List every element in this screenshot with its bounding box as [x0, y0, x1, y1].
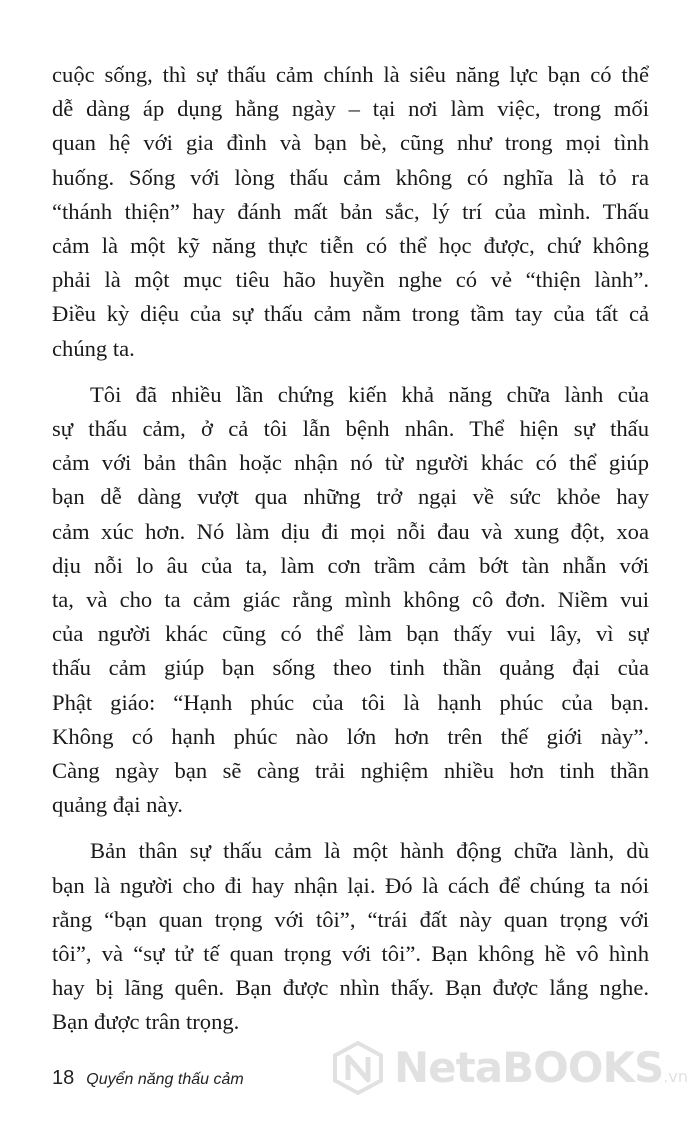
text-line: huống. Sống với lòng thấu cảm không có nghĩa là tỏ ra — [52, 164, 649, 190]
text-line: tôi”, và “sự tử tế quan trọng với tôi”. Bạn không hề vô hình — [52, 941, 649, 967]
text-line: Bạn được trân trọng. — [52, 1009, 240, 1035]
text-line: Không có hạnh phúc nào lớn hơn trên thế giới này”. — [52, 723, 649, 749]
text-line: “thánh thiện” hay đánh mất bản sắc, lý trí của mình. Thấu — [52, 198, 649, 224]
paragraph-1 — [52, 58, 649, 366]
watermark — [330, 1040, 688, 1096]
page-footer — [52, 1067, 244, 1090]
text-line: dễ dàng áp dụng hằng ngày – tại nơi làm việc, trong mối — [52, 96, 649, 122]
paragraph-2 — [52, 378, 649, 823]
text-line: Phật giáo: “Hạnh phúc của tôi là hạnh phúc của bạn. — [52, 689, 649, 715]
watermark-suffix: .vn — [663, 1067, 688, 1086]
text-line: sự thấu cảm, ở cả tôi lẫn bệnh nhân. Thể hiện sự thấu — [52, 416, 649, 442]
text-line: ta, và cho ta cảm giác rằng mình không cô đơn. Niềm vui — [52, 587, 649, 613]
netabooks-logo-icon — [330, 1040, 386, 1096]
text-line: bạn là người cho đi hay nhận lại. Đó là cách để chúng ta nói — [52, 872, 649, 898]
text-line: hay bị lãng quên. Bạn được nhìn thấy. Bạn được lắng nghe. — [52, 975, 649, 1001]
text-line: cảm với bản thân hoặc nhận nó từ người khác có thể giúp — [52, 450, 649, 476]
running-title: Quyển năng thấu cảm — [86, 1071, 244, 1088]
page-number: 18 — [52, 1067, 75, 1089]
text-line: thấu cảm giúp bạn sống theo tinh thần quảng đại của — [52, 655, 649, 681]
text-line: Điều kỳ diệu của sự thấu cảm nằm trong tầm tay của tất cả — [52, 301, 649, 327]
paragraph-3 — [52, 834, 649, 1039]
text-line: của người khác cũng có thể làm bạn thấy vui lây, vì sự — [52, 621, 649, 647]
text-line: cảm xúc hơn. Nó làm dịu đi mọi nỗi đau và xung đột, xoa — [52, 518, 649, 544]
text-line: bạn dễ dàng vượt qua những trở ngại về sức khỏe hay — [52, 484, 649, 510]
text-line: quan hệ với gia đình và bạn bè, cũng như trong mọi tình — [52, 130, 649, 156]
text-line: dịu nỗi lo âu của ta, làm cơn trầm cảm bớt tàn nhẫn với — [52, 552, 649, 578]
page-body — [52, 58, 649, 1052]
watermark-brand: NetaBOOKS.vn — [394, 1043, 688, 1092]
text-line: cảm là một kỹ năng thực tiễn có thể học được, chứ không — [52, 233, 649, 259]
text-line: rằng “bạn quan trọng với tôi”, “trái đất này quan trọng với — [52, 906, 649, 932]
text-line: phải là một mục tiêu hão huyền nghe có vẻ “thiện lành”. — [52, 267, 649, 293]
text-line: cuộc sống, thì sự thấu cảm chính là siêu năng lực bạn có thể — [52, 62, 649, 87]
text-line: quảng đại này. — [52, 792, 183, 818]
text-line: Bản thân sự thấu cảm là một hành động chữa lành, dù — [90, 838, 649, 864]
text-line: Tôi đã nhiều lần chứng kiến khả năng chữa lành của — [90, 381, 649, 407]
text-line: chúng ta. — [52, 335, 135, 361]
text-line: Càng ngày bạn sẽ càng trải nghiệm nhiều hơn tinh thần — [52, 758, 649, 784]
